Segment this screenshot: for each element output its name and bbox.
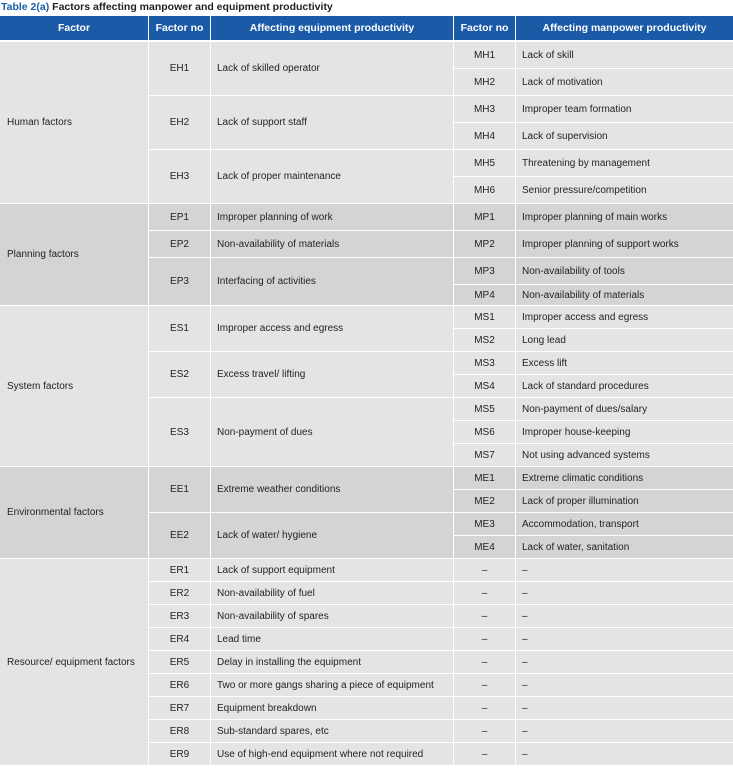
equipment-factor-no: EE1 <box>149 467 211 513</box>
manpower-factor-text: Lack of proper illumination <box>516 490 733 513</box>
manpower-factor-no: MH4 <box>454 123 516 150</box>
equipment-factor-no: EH2 <box>149 96 211 150</box>
equipment-factor-text: Non-payment of dues <box>211 398 454 467</box>
manpower-factor-no: MS5 <box>454 398 516 421</box>
equipment-factor-no: ER3 <box>149 605 211 628</box>
equipment-factor-no: ER2 <box>149 582 211 605</box>
group-planning-factors <box>0 204 733 306</box>
factor-cell: Environmental factors <box>0 467 149 559</box>
manpower-factor-no: MP1 <box>454 204 516 231</box>
manpower-factor-text: Improper team formation <box>516 96 733 123</box>
table-row <box>0 467 733 490</box>
table-row <box>0 204 733 231</box>
manpower-factor-no: – <box>454 605 516 628</box>
factors-table <box>0 16 733 766</box>
manpower-factor-no: MH3 <box>454 96 516 123</box>
equipment-factor-text: Sub-standard spares, etc <box>211 720 454 743</box>
manpower-factor-no: MS6 <box>454 421 516 444</box>
manpower-factor-text: Excess lift <box>516 352 733 375</box>
table-caption <box>0 0 733 16</box>
equipment-factor-no: ES3 <box>149 398 211 467</box>
manpower-factor-no: ME1 <box>454 467 516 490</box>
header-equipment-factor-no: Factor no <box>149 16 211 42</box>
equipment-factor-no: ES1 <box>149 306 211 352</box>
manpower-factor-no: ME3 <box>454 513 516 536</box>
manpower-factor-text: – <box>516 720 733 743</box>
manpower-factor-text: Improper planning of support works <box>516 231 733 258</box>
manpower-factor-text: Threatening by management <box>516 150 733 177</box>
equipment-factor-no: EP2 <box>149 231 211 258</box>
equipment-factor-text: Equipment breakdown <box>211 697 454 720</box>
equipment-factor-no: ES2 <box>149 352 211 398</box>
manpower-factor-no: MS3 <box>454 352 516 375</box>
equipment-factor-text: Non-availability of materials <box>211 231 454 258</box>
manpower-factor-text: Lack of standard procedures <box>516 375 733 398</box>
manpower-factor-text: – <box>516 674 733 697</box>
manpower-factor-no: – <box>454 743 516 766</box>
manpower-factor-no: MH5 <box>454 150 516 177</box>
factor-cell: System factors <box>0 306 149 467</box>
manpower-factor-no: – <box>454 697 516 720</box>
equipment-factor-no: EH1 <box>149 42 211 96</box>
equipment-factor-text: Improper planning of work <box>211 204 454 231</box>
manpower-factor-no: ME4 <box>454 536 516 559</box>
manpower-factor-text: Lack of skill <box>516 42 733 69</box>
equipment-factor-text: Lead time <box>211 628 454 651</box>
equipment-factor-text: Lack of support equipment <box>211 559 454 582</box>
manpower-factor-text: Non-availability of materials <box>516 285 733 306</box>
manpower-factor-text: Accommodation, transport <box>516 513 733 536</box>
equipment-factor-text: Use of high-end equipment where not required <box>211 743 454 766</box>
group-human-factors <box>0 42 733 204</box>
manpower-factor-no: – <box>454 582 516 605</box>
equipment-factor-text: Lack of proper maintenance <box>211 150 454 204</box>
manpower-factor-text: – <box>516 605 733 628</box>
equipment-factor-no: ER8 <box>149 720 211 743</box>
equipment-factor-text: Extreme weather conditions <box>211 467 454 513</box>
equipment-factor-no: ER7 <box>149 697 211 720</box>
equipment-factor-text: Two or more gangs sharing a piece of equipment <box>211 674 454 697</box>
table-row <box>0 42 733 69</box>
header-manpower-factor-no: Factor no <box>454 16 516 42</box>
group-system-factors <box>0 306 733 467</box>
equipment-factor-no: EP3 <box>149 258 211 306</box>
equipment-factor-text: Lack of skilled operator <box>211 42 454 96</box>
manpower-factor-no: MS7 <box>454 444 516 467</box>
manpower-factor-text: Senior pressure/competition <box>516 177 733 204</box>
equipment-factor-no: ER9 <box>149 743 211 766</box>
manpower-factor-text: Improper planning of main works <box>516 204 733 231</box>
equipment-factor-text: Lack of support staff <box>211 96 454 150</box>
manpower-factor-text: – <box>516 582 733 605</box>
manpower-factor-text: – <box>516 628 733 651</box>
manpower-factor-text: Non-availability of tools <box>516 258 733 285</box>
equipment-factor-text: Improper access and egress <box>211 306 454 352</box>
manpower-factor-text: Improper house-keeping <box>516 421 733 444</box>
factor-cell: Planning factors <box>0 204 149 306</box>
equipment-factor-text: Interfacing of activities <box>211 258 454 306</box>
manpower-factor-text: – <box>516 697 733 720</box>
equipment-factor-no: EH3 <box>149 150 211 204</box>
factor-cell: Resource/ equipment factors <box>0 559 149 766</box>
manpower-factor-no: MP2 <box>454 231 516 258</box>
manpower-factor-text: Not using advanced systems <box>516 444 733 467</box>
group-resource-factors <box>0 559 733 766</box>
manpower-factor-text: Long lead <box>516 329 733 352</box>
manpower-factor-text: Non-payment of dues/salary <box>516 398 733 421</box>
factor-cell: Human factors <box>0 42 149 204</box>
manpower-factor-no: – <box>454 674 516 697</box>
equipment-factor-text: Non-availability of spares <box>211 605 454 628</box>
manpower-factor-no: MP3 <box>454 258 516 285</box>
manpower-factor-text: Lack of supervision <box>516 123 733 150</box>
header-manpower-productivity: Affecting manpower productivity <box>516 16 733 42</box>
manpower-factor-text: Extreme climatic conditions <box>516 467 733 490</box>
manpower-factor-no: MH6 <box>454 177 516 204</box>
header-row <box>0 16 733 42</box>
manpower-factor-text: Lack of motivation <box>516 69 733 96</box>
table-row <box>0 306 733 329</box>
manpower-factor-no: – <box>454 628 516 651</box>
header-equipment-productivity: Affecting equipment productivity <box>211 16 454 42</box>
manpower-factor-text: – <box>516 651 733 674</box>
equipment-factor-no: ER1 <box>149 559 211 582</box>
manpower-factor-no: MP4 <box>454 285 516 306</box>
equipment-factor-text: Delay in installing the equipment <box>211 651 454 674</box>
manpower-factor-text: Improper access and egress <box>516 306 733 329</box>
group-environmental-factors <box>0 467 733 559</box>
manpower-factor-no: MS1 <box>454 306 516 329</box>
manpower-factor-no: MS4 <box>454 375 516 398</box>
equipment-factor-no: ER6 <box>149 674 211 697</box>
equipment-factor-no: ER5 <box>149 651 211 674</box>
table-label: Table 2(a) <box>1 1 50 13</box>
manpower-factor-no: – <box>454 559 516 582</box>
manpower-factor-text: – <box>516 559 733 582</box>
manpower-factor-no: – <box>454 651 516 674</box>
manpower-factor-text: Lack of water, sanitation <box>516 536 733 559</box>
manpower-factor-text: – <box>516 743 733 766</box>
table-row <box>0 559 733 582</box>
equipment-factor-text: Excess travel/ lifting <box>211 352 454 398</box>
header-factor: Factor <box>0 16 149 42</box>
equipment-factor-no: EE2 <box>149 513 211 559</box>
manpower-factor-no: ME2 <box>454 490 516 513</box>
equipment-factor-text: Lack of water/ hygiene <box>211 513 454 559</box>
manpower-factor-no: MH2 <box>454 69 516 96</box>
manpower-factor-no: MH1 <box>454 42 516 69</box>
equipment-factor-text: Non-availability of fuel <box>211 582 454 605</box>
manpower-factor-no: – <box>454 720 516 743</box>
equipment-factor-no: EP1 <box>149 204 211 231</box>
table-title: Factors affecting manpower and equipment productivity <box>52 1 333 13</box>
equipment-factor-no: ER4 <box>149 628 211 651</box>
manpower-factor-no: MS2 <box>454 329 516 352</box>
